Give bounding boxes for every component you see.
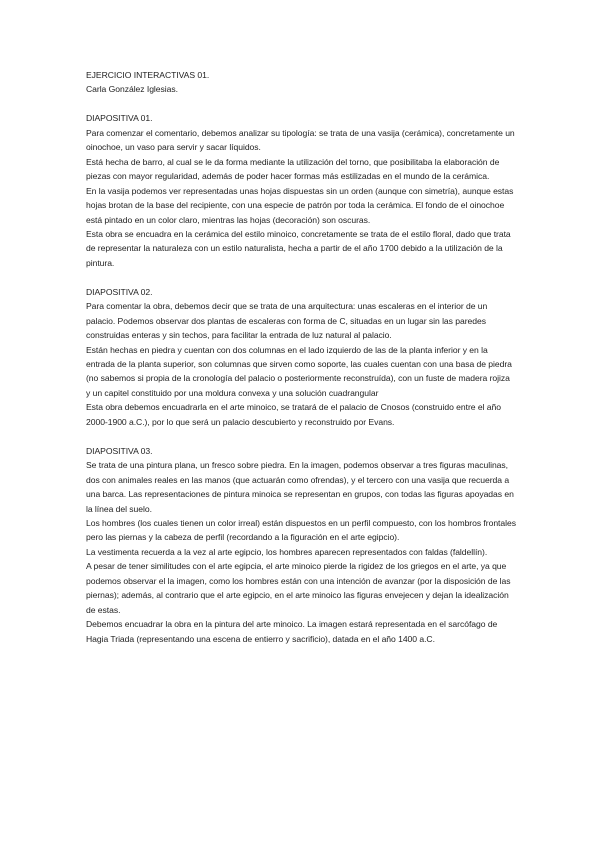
section-2-paragraph: Para comentar la obra, debemos decir que se trata de una arquitectura: unas escaleras en el interior de un palacio. Podemos observar dos plantas de escaleras con forma de C, situadas en un lugar sin las paredes construidas enteras y sin techos, para facilitar la entrada de luz natural al palacio. [86,301,488,341]
section-2-paragraph: Esta obra debemos encuadrarla en el arte minoico, se tratará de el palacio de Cnosos (construido entre el año 2000-1900 a.C.), por lo que será un palacio descubierto y reconstruido por Evans. [86,402,501,427]
section-3-paragraph: Los hombres (los cuales tienen un color irreal) están dispuestos en un perfil compuesto, con los hombros frontales pero las piernas y la cabeza de perfil (recordando a la figuración en el arte egipcio). [86,518,516,543]
spacer [86,270,516,284]
section-heading-2: DIAPOSITIVA 02. [86,286,153,297]
section-heading-3: DIAPOSITIVA 03. [86,445,153,456]
spacer [86,429,516,443]
document-title: EJERCICIO INTERACTIVAS 01. [86,70,210,80]
section-3-paragraph: Debemos encuadrar la obra en la pintura del arte minoico. La imagen estará representada en el sarcófago de Hagia Triada (representando una escena de entierro y sacrificio), datada en el año 1400 a.C. [86,619,498,644]
section-3-paragraph: Se trata de una pintura plana, un fresco sobre piedra. En la imagen, podemos observar a tres figuras maculinas, dos con animales reales en las manos (que actuarán como ofrendas), y el tercero con una vasija que recuerda a una barca. Las representaciones de pintura minoica se representan en grupos, con todas las figuras apoyadas en la línea del suelo. [86,460,514,514]
document-author: Carla González Iglesias. [86,84,178,95]
section-3-paragraph: A pesar de tener similitudes con el arte egipcia, el arte minoico pierde la rigidez de los griegos en el arte, ya que podemos observar el la imagen, como los hombres están con una intención de avanzar (por la disposición de las piernas); además, al contrario que el arte egipcio, en el arte minoico las figuras envejecen y dejan la idealización de estas. [86,561,511,615]
section-heading-1: DIAPOSITIVA 01. [86,113,153,124]
document-body [86,68,516,646]
section-1-paragraph: Está hecha de barro, al cual se le da forma mediante la utilización del torno, que posibilitaba la elaboración de piezas con mayor regularidad, además de poder hacer formas más estilizadas en el mundo de la cerámica. [86,156,500,182]
section-1-paragraph: Esta obra se encuadra en la cerámica del estilo minoico, concretamente se trata de el estilo floral, dado que trata de representar la naturaleza con un estilo naturalista, hecha a partir de el año 1700 debido a la utilización de la pintura. [86,228,511,268]
section-2-paragraph: Están hechas en piedra y cuentan con dos columnas en el lado izquierdo de las de la planta inferior y en la entrada de la planta superior, son columnas que sirven como soporte, las cuales cuentan con una basa de piedra (no sabemos si propia de la cronología del palacio o posteriormente reconstruída), con un fuste de madera rojiza y un capitel constituido por una moldura convexa y una solución cuadrangular [86,344,512,398]
section-1-paragraph: Para comenzar el comentario, debemos analizar su tipología: se trata de una vasija (cerámica), concretamente un oinochoe, un vaso para servir y sacar líquidos. [86,127,515,153]
spacer [86,97,516,111]
section-1-paragraph: En la vasija podemos ver representadas unas hojas dispuestas sin un orden (aunque con simetría), aunque estas hojas brotan de la base del recipiente, con una especie de patrón por toda la cerámica. El fondo de el oinochoe está pintado en un color claro, mientras las hojas (decoración) son oscuras. [86,185,514,225]
section-3-paragraph: La vestimenta recuerda a la vez al arte egipcio, los hombres aparecen representados con faldas (faldellín). [86,546,488,557]
